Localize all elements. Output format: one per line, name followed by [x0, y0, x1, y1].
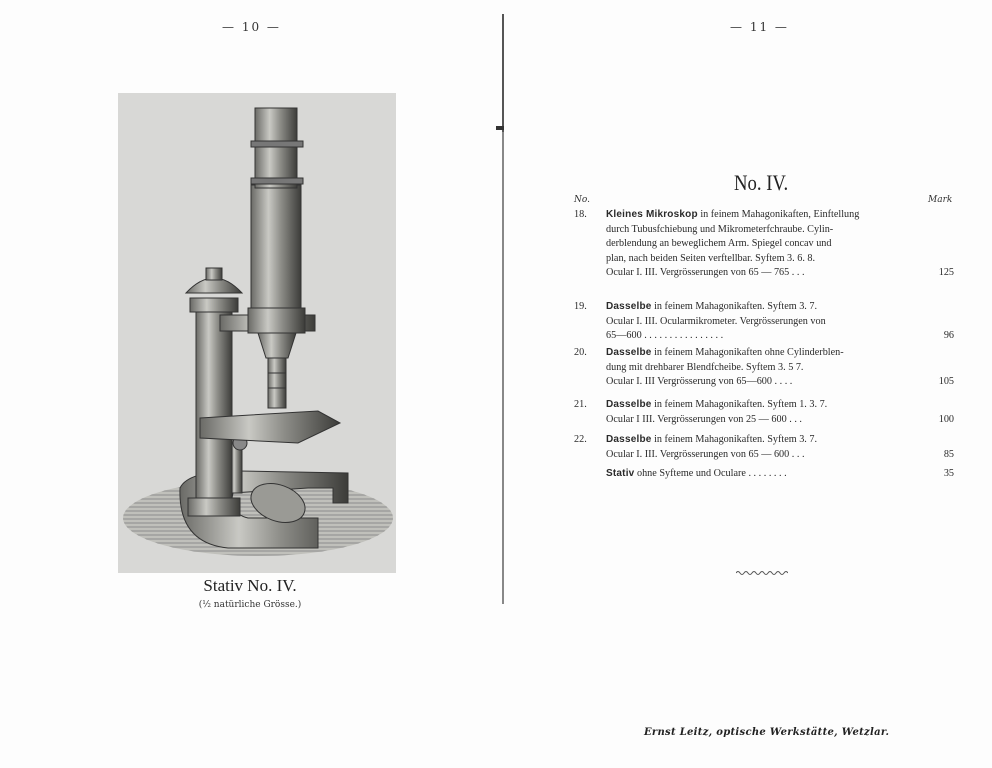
item-number: 21. [574, 399, 587, 410]
item-name: Stativ [606, 468, 635, 479]
item-description [606, 467, 916, 482]
page-number-left: — 10 — [222, 20, 281, 34]
description-line: Ocular I III. Vergrösserungen von 25 — 600 . . . [606, 413, 802, 425]
description-line: 65—600 . . . . . . . . . . . . . . . . [606, 330, 724, 342]
description-line: durch Tubusfchiebung und Mikrometerfchraube. Cylin- [606, 223, 834, 235]
description-line [606, 467, 916, 482]
description-line [606, 300, 916, 315]
column-header-number: No. [574, 195, 590, 205]
description-line [606, 346, 916, 361]
page-number-right: — 11 — [730, 20, 789, 34]
microscope-engraving-icon [118, 93, 396, 573]
description-line: Ocular I. III. Ocularmikrometer. Vergrösserungen von [606, 315, 826, 327]
item-description [606, 208, 916, 281]
right-page [504, 0, 992, 768]
item-price: 35 [943, 468, 954, 479]
item-description [606, 398, 916, 427]
description-text: in feinem Mahagonikaften. Syftem 3. 7. [651, 301, 818, 312]
column-header-price: Mark [928, 195, 953, 205]
description-line: Ocular I. III. Vergrösserungen von 65 — 765 . . . [606, 267, 805, 279]
item-price: 100 [938, 413, 954, 425]
item-price: 85 [943, 448, 954, 460]
item-number: 19. [574, 301, 587, 312]
item-price: 125 [938, 267, 954, 279]
item-description [606, 346, 916, 390]
item-number: 18. [574, 209, 587, 220]
item-name: Dasselbe [606, 399, 652, 410]
description-text: in feinem Mahagonikaften ohne Cylinderblen- [651, 347, 844, 358]
item-number: 20. [574, 347, 587, 358]
description-text: in feinem Mahagonikaften. Syftem 3. 7. [651, 434, 818, 445]
description-line [606, 208, 916, 223]
description-text: ohne Syfteme und Oculare . . . . . . . . [634, 468, 787, 479]
ornament-divider-icon [736, 570, 788, 576]
item-name: Dasselbe [606, 434, 652, 445]
illustration-caption-title: Stativ No. IV. [203, 576, 297, 595]
item-name: Kleines Mikroskop [606, 209, 698, 220]
item-price: 96 [943, 330, 954, 342]
item-number: 22. [574, 434, 587, 445]
item-name: Dasselbe [606, 301, 652, 312]
description-line: plan, nach beiden Seiten verftellbar. Syftem 3. 6. 8. [606, 252, 816, 264]
description-line: Ocular I. III Vergrösserung von 65—600 . . . . [606, 376, 793, 388]
item-description [606, 300, 916, 344]
item-name: Dasselbe [606, 347, 652, 358]
description-text: in feinem Mahagonikaften. Syftem 1. 3. 7. [651, 399, 828, 410]
description-line: dung mit drehbarer Blendfcheibe. Syftem 3. 5 7. [606, 361, 804, 373]
publisher-footer: Ernst Leitz, optische Werkstätte, Wetzlar. [644, 727, 890, 738]
illustration-caption-subtitle: (½ natürliche Grösse.) [198, 600, 302, 610]
item-price: 105 [938, 376, 954, 388]
microscope-illustration [118, 93, 396, 573]
description-line: Ocular I. III. Vergrösserungen von 65 — 600 . . . [606, 448, 805, 460]
item-description [606, 433, 916, 462]
section-title: No. IV. [734, 170, 789, 195]
description-line [606, 398, 916, 413]
description-text: in feinem Mahagonikaften, Einftellung [697, 209, 860, 220]
description-line [606, 433, 916, 448]
description-line: derblendung an beweglichem Arm. Spiegel concav und [606, 238, 832, 250]
